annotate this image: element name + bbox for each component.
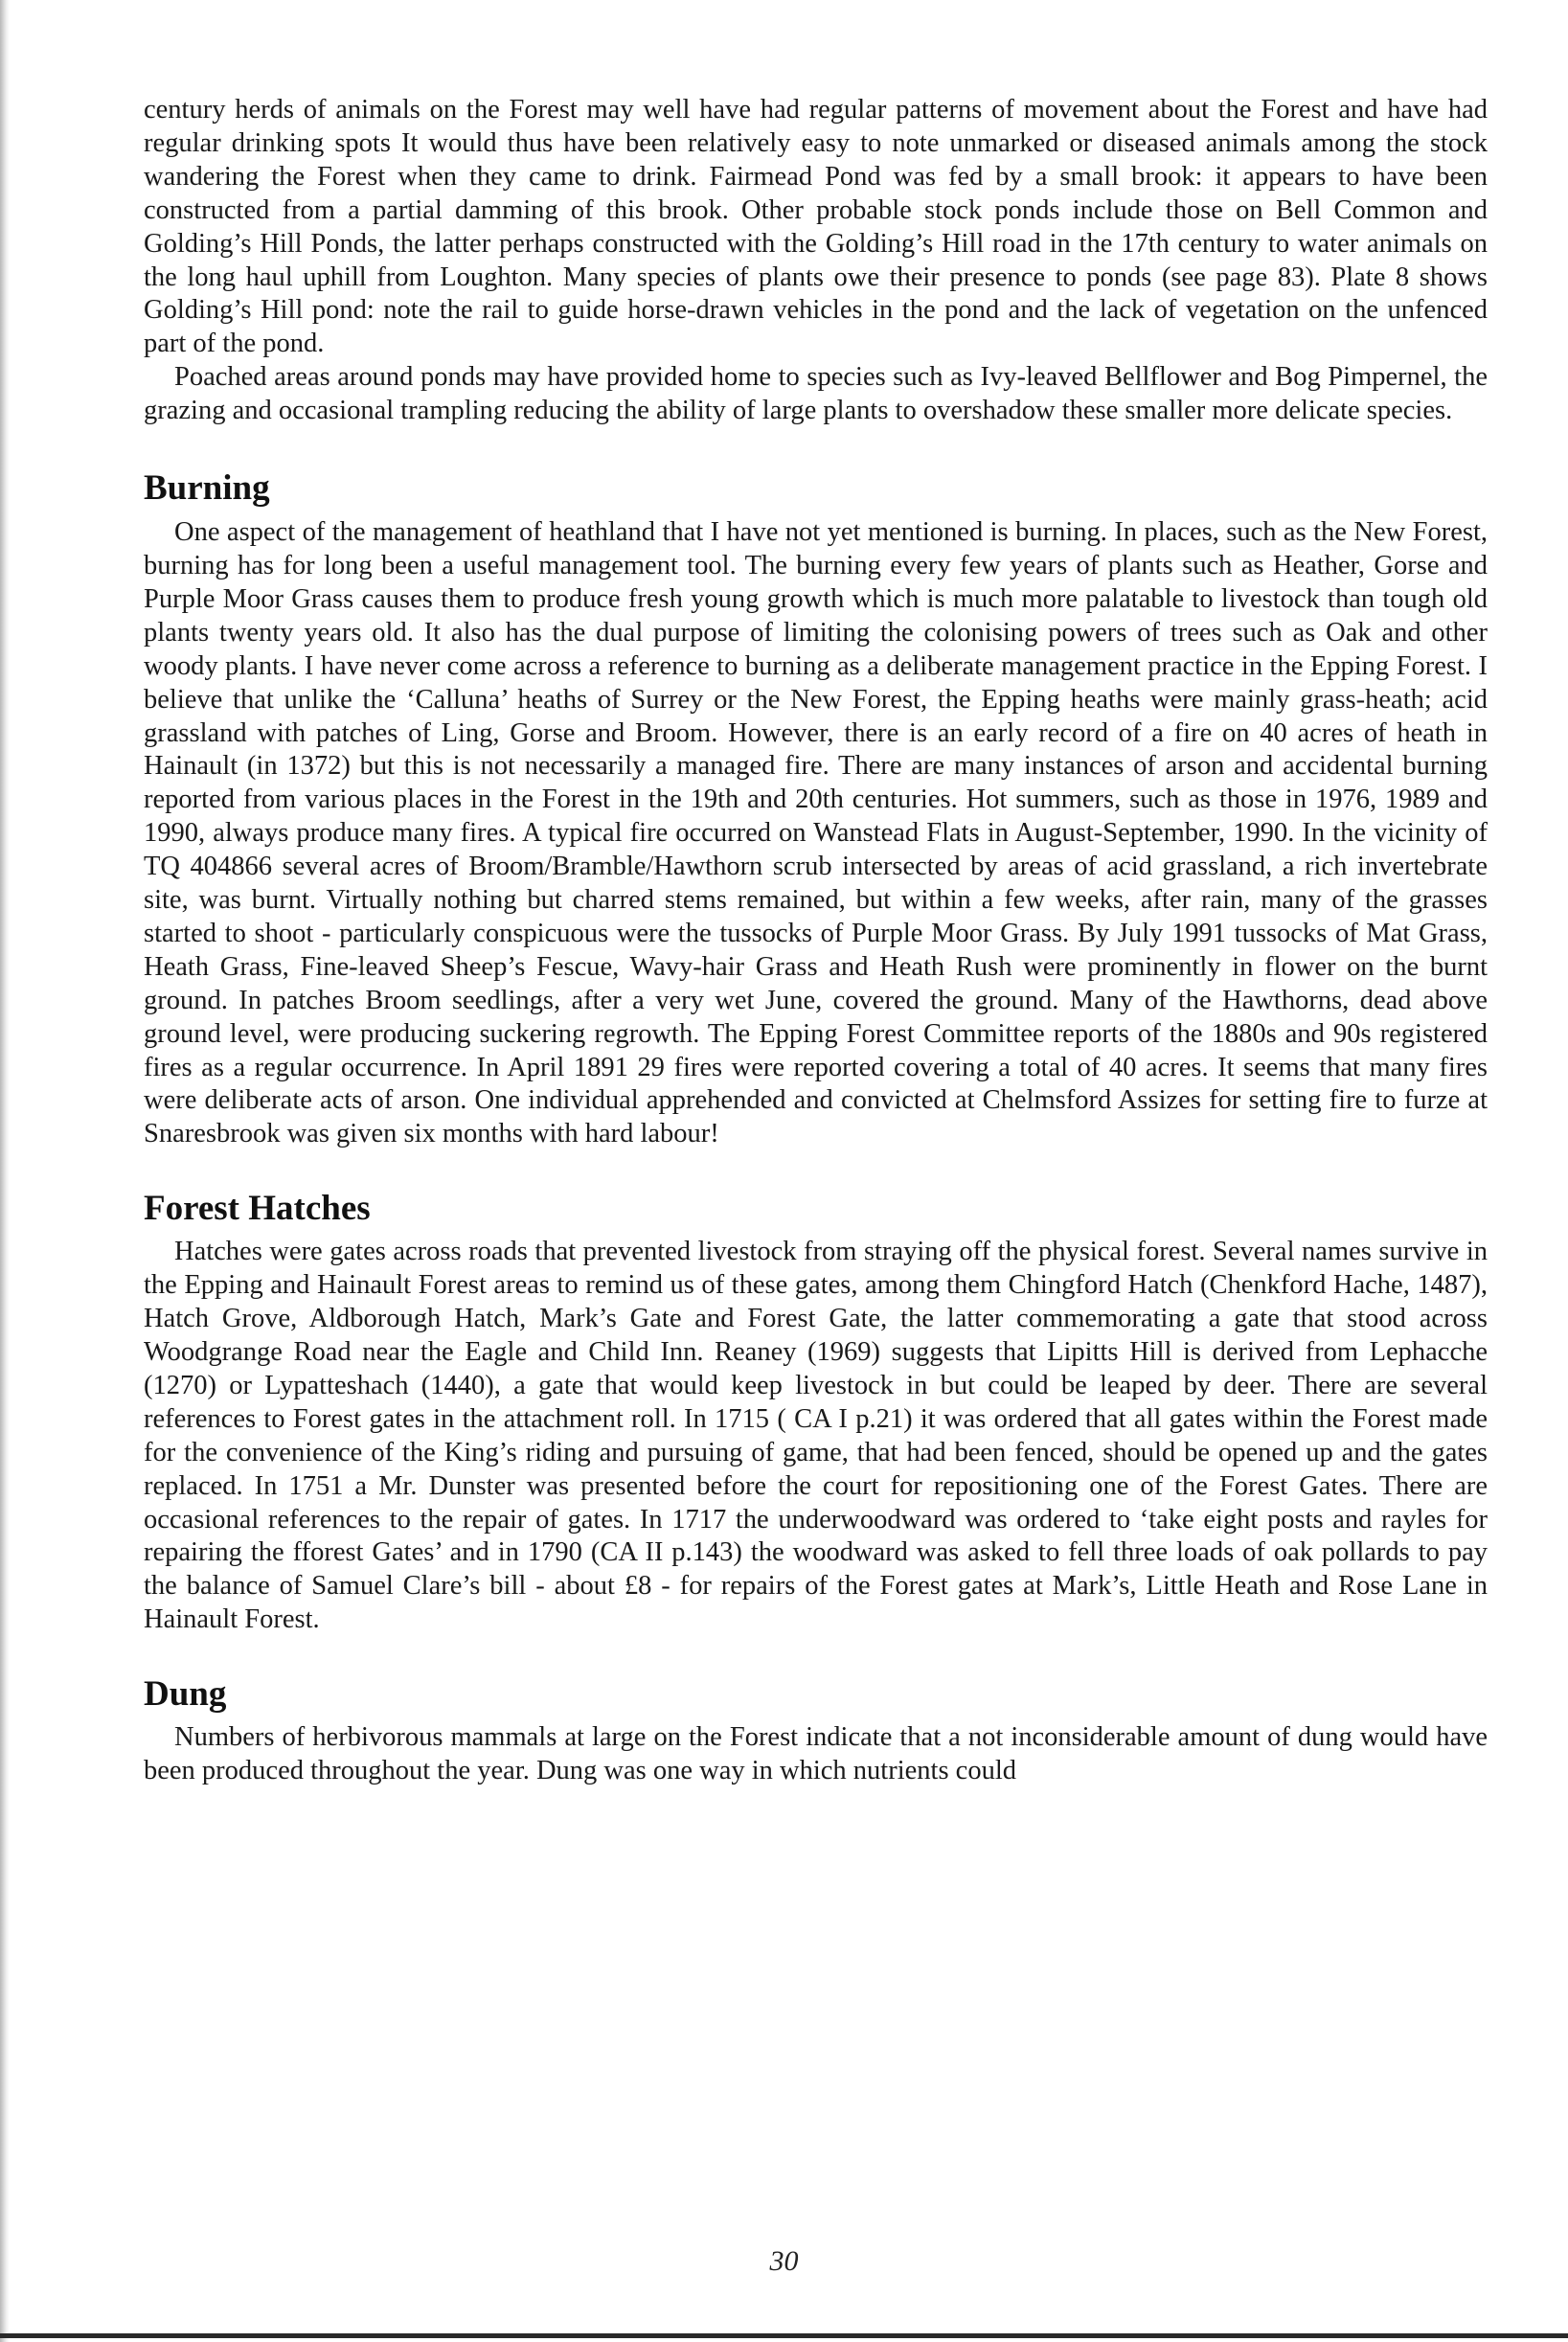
intro-paragraph-ponds: century herds of animals on the Forest may well have had regular patterns of movement about the Forest and have had regular drinking spots It would thus have been relatively easy to note unmarked or diseased animals among the stock wandering the Forest when they came to drink. Fairmead Pond was fed by a small brook: it appears to have been constructed from a partial damming of this brook. Other probable stock ponds include those on Bell Common and Golding’s Hill Ponds, the latter perhaps constructed with the Golding’s Hill road in the 17th century to water animals on the long haul uphill from Loughton. Many species of plants owe their presence to ponds (see page 83). Plate 8 shows Golding’s Hill pond: note the rail to guide horse-drawn vehicles in the pond and the lack of vegetation on the unfenced part of the pond. <box>144 95 1488 359</box>
bottom-edge-rule <box>0 2333 1568 2338</box>
dung-paragraph: Numbers of herbivorous mammals at large on the Forest indicate that a not inconsiderable amount of dung would have been produced throughout the year. Dung was one way in which nutrients could <box>144 1722 1488 1786</box>
section-heading-burning: Burning <box>144 468 270 509</box>
scan-edge-shadow <box>0 0 10 2342</box>
forest-hatches-paragraph: Hatches were gates across roads that prevented livestock from straying off the physical forest. Several names survive in the Epping and Hainault Forest areas to remind us of these gates, among them Chingford Hatch (Chenkford Hache, 1487), Hatch Grove, Aldborough Hatch, Mark’s Gate and Forest Gate, the latter commemorating a gate that stood across Woodgrange Road near the Eagle and Child Inn. Reaney (1969) suggests that Lipitts Hill is derived from Lephacche (1270) or Lypatteshach (1440), a gate that would keep livestock in but could be leaped by deer. There are several references to Forest gates in the attachment roll. In 1715 ( CA I p.21) it was ordered that all gates within the Forest made for the convenience of the King’s riding and pursuing of game, that had been fenced, should be opened up and the gates replaced. In 1751 a Mr. Dunster was presented before the court for repositioning one of the Forest Gates. There are occasional references to the repair of gates. In 1717 the underwoodward was ordered to ‘take eight posts and rayles for repairing the fforest Gates’ and in 1790 (CA II p.143) the woodward was asked to fell three loads of oak pollards to pay the balance of Samuel Clare’s bill - about £8 - for repairs of the Forest gates at Mark’s, Little Heath and Rose Lane in Hainault Forest. <box>144 1237 1488 1635</box>
intro-paragraph-poached-areas: Poached areas around ponds may have provided home to species such as Ivy-leaved Bellflower and Bog Pimpernel, the grazing and occasional trampling reducing the ability of large plants to overshadow these smaller more delicate species. <box>144 362 1488 426</box>
section-heading-dung: Dung <box>144 1674 227 1715</box>
page-body <box>144 94 1488 1788</box>
section-heading-forest-hatches: Forest Hatches <box>144 1189 371 1229</box>
page-number: 30 <box>769 2245 799 2277</box>
burning-paragraph: One aspect of the management of heathland that I have not yet mentioned is burning. In places, such as the New Forest, burning has for long been a useful management tool. The burning every few years of plants such as Heather, Gorse and Purple Moor Grass causes them to produce fresh young growth which is much more palatable to livestock than tough old plants twenty years old. It also has the dual purpose of limiting the colonising powers of trees such as Oak and other woody plants. I have never come across a reference to burning as a deliberate management practice in the Epping Forest. I believe that unlike the ‘Calluna’ heaths of Surrey or the New Forest, the Epping heaths were mainly grass-heath; acid grassland with patches of Ling, Gorse and Broom. However, there is an early record of a fire on 40 acres of heath in Hainault (in 1372) but this is not necessarily a managed fire. There are many instances of arson and accidental burning reported from various places in the Forest in the 19th and 20th centuries. Hot summers, such as those in 1976, 1989 and 1990, always produce many fires. A typical fire occurred on Wanstead Flats in August-September, 1990. In the vicinity of TQ 404866 several acres of Broom/Bramble/Hawthorn scrub intersected by areas of acid grassland, a rich invertebrate site, was burnt. Virtually nothing but charred stems remained, but within a few weeks, after rain, many of the grasses started to shoot - particularly conspicuous were the tussocks of Purple Moor Grass. By July 1991 tussocks of Mat Grass, Heath Grass, Fine-leaved Sheep’s Fescue, Wavy-hair Grass and Heath Rush were prominently in flower on the burnt ground. In patches Broom seedlings, after a very wet June, covered the ground. Many of the Hawthorns, dead above ground level, were producing suckering regrowth. The Epping Forest Committee reports of the 1880s and 90s registered fires as a regular occurrence. In April 1891 29 fires were reported covering a total of 40 acres. It seems that many fires were deliberate acts of arson. One individual apprehended and convicted at Chelmsford Assizes for setting fire to furze at Snaresbrook was given six months with hard labour! <box>144 517 1488 1149</box>
